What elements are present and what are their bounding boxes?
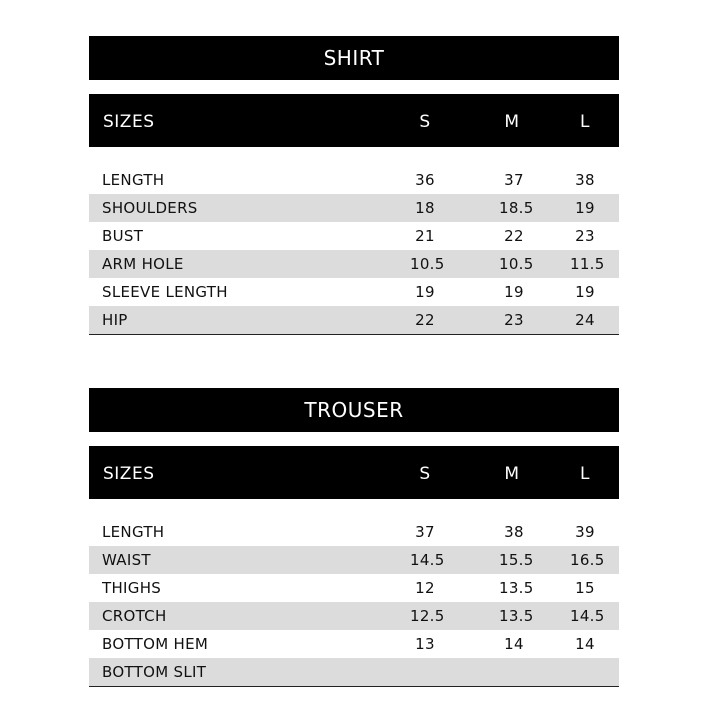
shirt-header-sizes: SIZES — [103, 112, 155, 132]
trouser-rows — [89, 518, 619, 687]
cell-s: 36 — [415, 171, 435, 189]
cell-l: 19 — [575, 199, 595, 217]
table-row — [89, 222, 619, 250]
cell-l: 11.5 — [570, 255, 605, 273]
cell-m: 13.5 — [499, 579, 534, 597]
table-row — [89, 602, 619, 630]
row-label: CROTCH — [102, 607, 167, 625]
shirt-title: SHIRT — [323, 46, 385, 70]
cell-l: 23 — [575, 227, 595, 245]
cell-l: 16.5 — [570, 551, 605, 569]
cell-s: 37 — [415, 523, 435, 541]
row-label: BOTTOM HEM — [102, 635, 209, 653]
trouser-header-row — [89, 446, 619, 499]
shirt-size-table — [89, 36, 619, 335]
trouser-header-s: S — [419, 464, 431, 484]
cell-l: 38 — [575, 171, 595, 189]
trouser-header-sizes: SIZES — [103, 464, 155, 484]
table-row — [89, 166, 619, 194]
table-row — [89, 518, 619, 546]
cell-s: 12.5 — [410, 607, 445, 625]
cell-s: 14.5 — [410, 551, 445, 569]
cell-s: 19 — [415, 283, 435, 301]
row-label: LENGTH — [102, 523, 165, 541]
cell-s: 10.5 — [410, 255, 445, 273]
cell-m: 22 — [504, 227, 524, 245]
cell-m: 14 — [504, 635, 524, 653]
shirt-rows — [89, 166, 619, 335]
trouser-header-l: L — [580, 464, 590, 484]
cell-m: 10.5 — [499, 255, 534, 273]
cell-s: 22 — [415, 311, 435, 329]
cell-m: 13.5 — [499, 607, 534, 625]
table-row — [89, 250, 619, 278]
trouser-title-bar — [89, 388, 619, 432]
cell-l: 19 — [575, 283, 595, 301]
cell-s: 18 — [415, 199, 435, 217]
cell-l: 24 — [575, 311, 595, 329]
table-row — [89, 306, 619, 334]
cell-m: 38 — [504, 523, 524, 541]
table-row — [89, 194, 619, 222]
cell-m: 18.5 — [499, 199, 534, 217]
cell-l: 14.5 — [570, 607, 605, 625]
shirt-header-row — [89, 94, 619, 147]
cell-s: 13 — [415, 635, 435, 653]
trouser-title: TROUSER — [304, 398, 404, 422]
cell-m: 19 — [504, 283, 524, 301]
row-label: SLEEVE LENGTH — [102, 283, 228, 301]
cell-s: 21 — [415, 227, 435, 245]
table-row — [89, 658, 619, 686]
cell-s: 12 — [415, 579, 435, 597]
trouser-size-table — [89, 388, 619, 687]
row-label: SHOULDERS — [102, 199, 198, 217]
row-label: ARM HOLE — [102, 255, 184, 273]
row-label: HIP — [102, 311, 128, 329]
table-row — [89, 574, 619, 602]
cell-m: 37 — [504, 171, 524, 189]
row-label: LENGTH — [102, 171, 165, 189]
cell-l: 39 — [575, 523, 595, 541]
table-row — [89, 278, 619, 306]
row-label: BOTTOM SLIT — [102, 663, 207, 681]
shirt-title-bar — [89, 36, 619, 80]
table-row — [89, 546, 619, 574]
shirt-header-m: M — [504, 112, 520, 132]
shirt-header-s: S — [419, 112, 431, 132]
row-label: BUST — [102, 227, 144, 245]
table-row — [89, 630, 619, 658]
cell-l: 15 — [575, 579, 595, 597]
cell-m: 15.5 — [499, 551, 534, 569]
cell-m: 23 — [504, 311, 524, 329]
cell-l: 14 — [575, 635, 595, 653]
row-label: WAIST — [102, 551, 151, 569]
trouser-header-m: M — [504, 464, 520, 484]
row-label: THIGHS — [102, 579, 162, 597]
shirt-header-l: L — [580, 112, 590, 132]
